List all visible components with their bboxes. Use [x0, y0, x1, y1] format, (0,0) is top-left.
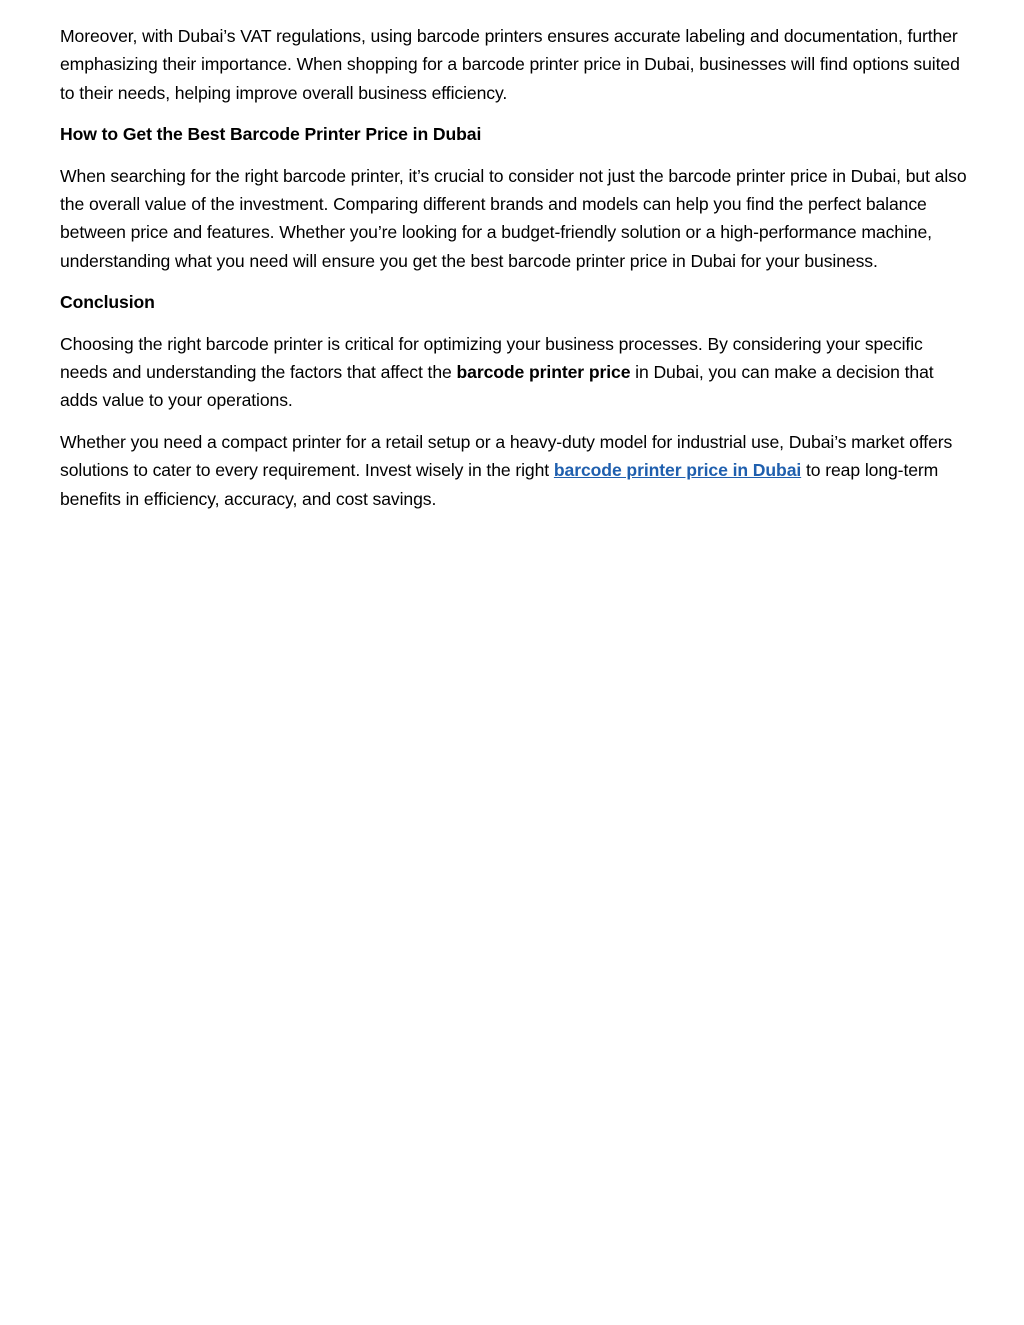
- best-price-paragraph: When searching for the right barcode printer, it’s crucial to consider not just the barcode printer price in Dubai, but also the overall value of the investment. Comparing different brands and models can help you find the perfect balance between price and features. Whether you’re looking for a budget-friendly solution or a high-performance machine, understanding what you need will ensure you get the best barcode printer price in Dubai for your business.: [60, 165, 967, 271]
- conclusion-paragraph-2: [60, 428, 970, 513]
- barcode-printer-price-emphasis: barcode printer price: [456, 362, 631, 383]
- conclusion-paragraph-1-text-a: Choosing the right barcode printer is critical for optimizing your business processes. By considering your specific needs and understanding the factors that affect the: [60, 333, 923, 383]
- barcode-printer-price-link[interactable]: barcode printer price in Dubai: [553, 460, 802, 481]
- conclusion-paragraph-1-text-b: in Dubai, you can make a decision that adds value to your operations.: [60, 362, 934, 411]
- document-page: [60, 22, 970, 526]
- conclusion-paragraph-2-text-b: to reap long-term benefits in efficiency, accuracy, and cost savings.: [60, 460, 939, 509]
- best-price-heading: How to Get the Best Barcode Printer Price in Dubai: [60, 124, 482, 145]
- conclusion-paragraph-1: [60, 330, 970, 415]
- intro-paragraph: Moreover, with Dubai’s VAT regulations, using barcode printers ensures accurate labeling and documentation, further emphasizing their importance. When shopping for a barcode printer price in Dubai, businesses will find options suited to their needs, helping improve overall business efficiency.: [60, 26, 960, 103]
- conclusion-paragraph-2-text-a: Whether you need a compact printer for a retail setup or a heavy-duty model for industrial use, Dubai’s market offers solutions to cater to every requirement. Invest wisely in the right: [60, 431, 953, 481]
- conclusion-heading: Conclusion: [60, 292, 155, 313]
